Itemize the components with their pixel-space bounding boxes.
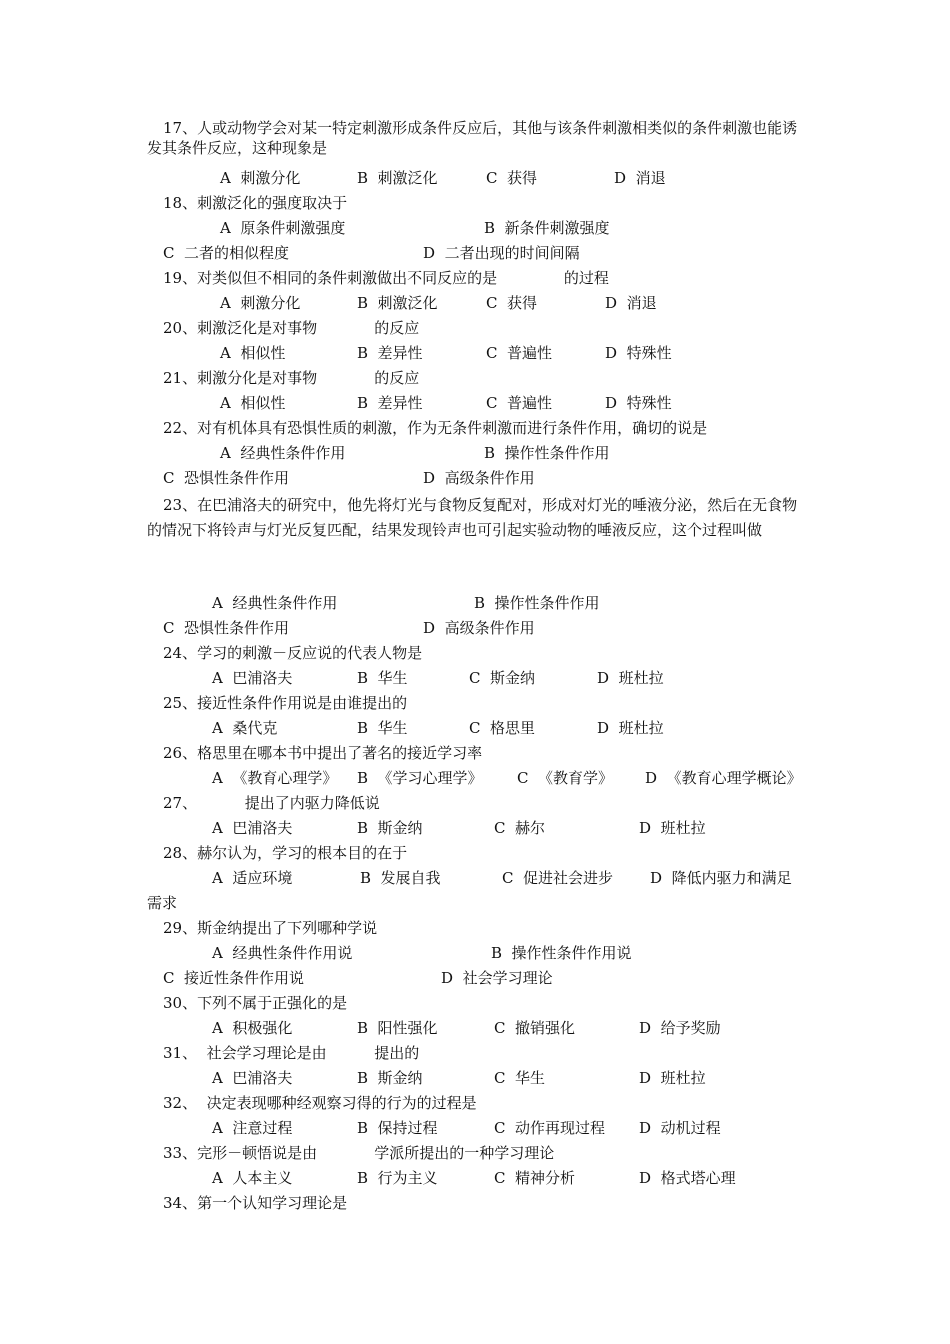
question-27-option-b: B 斯金纳 xyxy=(357,819,423,837)
question-21-option-c: C 普遍性 xyxy=(486,394,553,412)
question-33-option-c: C 精神分析 xyxy=(494,1169,576,1187)
question-32-option-d: D 动机过程 xyxy=(639,1119,721,1137)
question-28-option-d-wrap: 需求 xyxy=(147,894,178,912)
question-20-option-c: C 普遍性 xyxy=(486,344,553,362)
question-18-option-b: B 新条件刺激强度 xyxy=(484,219,610,237)
question-32-option-b: B 保持过程 xyxy=(357,1119,438,1137)
question-24-option-c: C 斯金纳 xyxy=(469,669,536,687)
question-23-stem: 23、在巴浦洛夫的研究中，他先将灯光与食物反复配对，形成对灯光的唾液分泌，然后在无食物的情况下将铃声与灯光反复匹配，结果发现铃声也可引起实验动物的唾液反应，这个过程叫做 xyxy=(147,496,798,539)
question-25-stem: 25、接近性条件作用说是由谁提出的 xyxy=(163,694,408,712)
question-28-option-b: B 发展自我 xyxy=(360,869,441,887)
question-29-option-b: B 操作性条件作用说 xyxy=(491,944,632,962)
question-22-option-d: D 高级条件作用 xyxy=(423,469,535,487)
question-32-option-c: C 动作再现过程 xyxy=(494,1119,606,1137)
question-30-option-a: A 积极强化 xyxy=(212,1019,293,1037)
question-30-stem: 30、下列不属于正强化的是 xyxy=(163,994,348,1012)
question-17-option-b: B 刺激泛化 xyxy=(357,169,438,187)
question-17-option-c: C 获得 xyxy=(486,169,538,187)
question-26-option-d: D 《教育心理学概论》 xyxy=(645,769,802,787)
question-29-stem: 29、斯金纳提出了下列哪种学说 xyxy=(163,919,378,937)
question-20-option-b: B 差异性 xyxy=(357,344,423,362)
question-24-option-a: A 巴浦洛夫 xyxy=(212,669,293,687)
question-21-option-d: D 特殊性 xyxy=(605,394,672,412)
question-33-stem: 33、完形－顿悟说是由 学派所提出的一种学习理论 xyxy=(163,1144,555,1162)
question-29-option-a: A 经典性条件作用说 xyxy=(212,944,353,962)
question-21-stem: 21、刺激分化是对事物 的反应 xyxy=(163,369,420,387)
question-31-option-b: B 斯金纳 xyxy=(357,1069,423,1087)
question-18-option-c: C 二者的相似程度 xyxy=(163,244,290,262)
question-32-stem: 32、 决定表现哪种经观察习得的行为的过程是 xyxy=(163,1094,477,1112)
question-20-option-d: D 特殊性 xyxy=(605,344,672,362)
question-19-option-d: D 消退 xyxy=(605,294,657,312)
question-34-stem: 34、第一个认知学习理论是 xyxy=(163,1194,348,1212)
question-30-option-d: D 给予奖励 xyxy=(639,1019,721,1037)
question-25-option-b: B 华生 xyxy=(357,719,408,737)
question-33-option-b: B 行为主义 xyxy=(357,1169,438,1187)
question-17-option-a: A 刺激分化 xyxy=(220,169,301,187)
question-32-option-a: A 注意过程 xyxy=(212,1119,293,1137)
question-27-option-d: D 班杜拉 xyxy=(639,819,706,837)
question-26-option-b: B 《学习心理学》 xyxy=(357,769,483,787)
question-31-stem: 31、 社会学习理论是由 提出的 xyxy=(163,1044,420,1062)
question-18-option-a: A 原条件刺激强度 xyxy=(220,219,346,237)
question-25-option-a: A 桑代克 xyxy=(212,719,278,737)
question-25-option-d: D 班杜拉 xyxy=(597,719,664,737)
question-17-stem: 17、人或动物学会对某一特定刺激形成条件反应后，其他与该条件刺激相类似的条件刺激也能诱发其条件反应，这种现象是 xyxy=(147,119,798,157)
question-22-option-a: A 经典性条件作用 xyxy=(220,444,346,462)
question-25-option-c: C 格思里 xyxy=(469,719,536,737)
question-26-stem: 26、格思里在哪本书中提出了著名的接近学习率 xyxy=(163,744,483,762)
question-31-option-d: D 班杜拉 xyxy=(639,1069,706,1087)
question-28-option-a: A 适应环境 xyxy=(212,869,293,887)
question-28-option-d: D 降低内驱力和满足 xyxy=(650,869,792,887)
question-19-stem: 19、对类似但不相同的条件刺激做出不同反应的是 的过程 xyxy=(163,269,609,287)
question-29-option-d: D 社会学习理论 xyxy=(441,969,553,987)
question-23-option-c: C 恐惧性条件作用 xyxy=(163,619,290,637)
question-27-option-c: C 赫尔 xyxy=(494,819,546,837)
question-29-option-c: C 接近性条件作用说 xyxy=(163,969,305,987)
question-28-stem: 28、赫尔认为，学习的根本目的在于 xyxy=(163,844,408,862)
question-19-option-b: B 刺激泛化 xyxy=(357,294,438,312)
question-20-option-a: A 相似性 xyxy=(220,344,286,362)
question-31-option-a: A 巴浦洛夫 xyxy=(212,1069,293,1087)
question-22-stem: 22、对有机体具有恐惧性质的刺激，作为无条件刺激而进行条件作用，确切的说是 xyxy=(163,419,708,437)
question-27-option-a: A 巴浦洛夫 xyxy=(212,819,293,837)
question-21-option-b: B 差异性 xyxy=(357,394,423,412)
question-28-option-c: C 促进社会进步 xyxy=(502,869,614,887)
question-22-option-b: B 操作性条件作用 xyxy=(484,444,610,462)
question-19-option-a: A 刺激分化 xyxy=(220,294,301,312)
question-24-option-d: D 班杜拉 xyxy=(597,669,664,687)
question-23-option-b: B 操作性条件作用 xyxy=(474,594,600,612)
question-20-stem: 20、刺激泛化是对事物 的反应 xyxy=(163,319,420,337)
question-33-option-a: A 人本主义 xyxy=(212,1169,293,1187)
question-18-stem: 18、刺激泛化的强度取决于 xyxy=(163,194,348,212)
question-33-option-d: D 格式塔心理 xyxy=(639,1169,736,1187)
question-22-option-c: C 恐惧性条件作用 xyxy=(163,469,290,487)
question-24-option-b: B 华生 xyxy=(357,669,408,687)
question-30-option-b: B 阳性强化 xyxy=(357,1019,438,1037)
question-19-option-c: C 获得 xyxy=(486,294,538,312)
question-26-option-a: A 《教育心理学》 xyxy=(212,769,338,787)
question-23-option-a: A 经典性条件作用 xyxy=(212,594,338,612)
question-27-stem: 27、 提出了内驱力降低说 xyxy=(163,794,380,812)
question-24-stem: 24、学习的刺激－反应说的代表人物是 xyxy=(163,644,423,662)
question-31-option-c: C 华生 xyxy=(494,1069,546,1087)
question-30-option-c: C 撤销强化 xyxy=(494,1019,576,1037)
question-26-option-c: C 《教育学》 xyxy=(517,769,614,787)
question-21-option-a: A 相似性 xyxy=(220,394,286,412)
question-17-option-d: D 消退 xyxy=(614,169,666,187)
question-23-option-d: D 高级条件作用 xyxy=(423,619,535,637)
question-18-option-d: D 二者出现的时间间隔 xyxy=(423,244,580,262)
